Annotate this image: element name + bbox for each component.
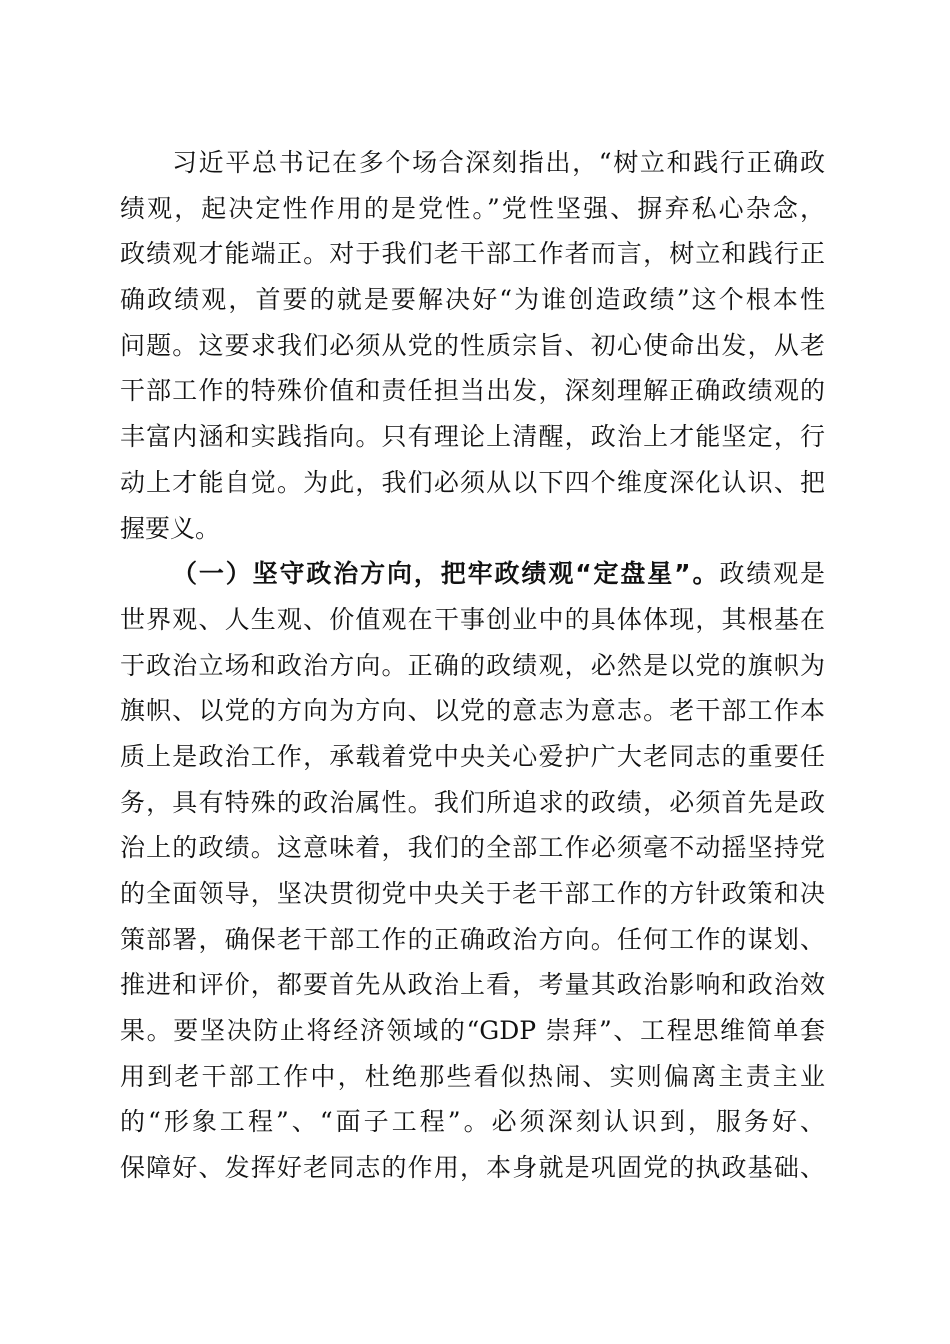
paragraph-2-line-8: 的全面领导，坚决贯彻党中央关于老干部工作的方针政策和决 (120, 879, 825, 908)
paragraph-2-line-7: 治上的政绩。这意味着，我们的全部工作必须毫不动摇坚持党 (120, 833, 825, 863)
paragraph-2-line-4: 旗帜、以党的方向为方向、以党的意志为意志。老干部工作本 (120, 696, 825, 726)
paragraph-2-line-6: 务，具有特殊的政治属性。我们所追求的政绩，必须首先是政 (120, 787, 825, 817)
paragraph-2-line-14: 保障好、发挥好老同志的作用，本身就是巩固党的执政基础、 (120, 1153, 825, 1183)
paragraph-2-line-11: 果。要坚决防止将经济领域的“GDP 崇拜”、工程思维简单套 (120, 1016, 825, 1046)
paragraph-2-line-5: 质上是政治工作，承载着党中央关心爱护广大老同志的重要任 (120, 741, 825, 771)
paragraph-1-line-8: 动上才能自觉。为此，我们必须从以下四个维度深化认识、把 (120, 467, 825, 497)
paragraph-1-line-9: 握要义。 (120, 513, 221, 543)
paragraph-2-line-12: 用到老干部工作中，杜绝那些看似热闹、实则偏离主责主业 (120, 1061, 825, 1091)
paragraph-2-line-13: 的“形象工程”、“面子工程”。必须深刻认识到，服务好、 (120, 1107, 825, 1137)
paragraph-1-line-6: 干部工作的特殊价值和责任担当出发，深刻理解正确政绩观的 (120, 376, 825, 406)
paragraph-1-line-7: 丰富内涵和实践指向。只有理论上清醒，政治上才能坚定，行 (120, 422, 825, 452)
section-1-heading-line (120, 551, 825, 597)
paragraph-2-line-9: 策部署，确保老干部工作的正确政治方向。任何工作的谋划、 (120, 924, 825, 954)
paragraph-1-line-3: 政绩观才能端正。对于我们老干部工作者而言，树立和践行正 (120, 239, 825, 269)
paragraph-2-line-2: 世界观、人生观、价值观在干事创业中的具体体现，其根基在 (120, 604, 825, 634)
paragraph-2-line-10: 推进和评价，都要首先从政治上看，考量其政治影响和政治效 (120, 970, 825, 1000)
paragraph-1-line-4: 确政绩观，首要的就是要解决好“为谁创造政绩”这个根本性 (120, 285, 825, 315)
paragraph-1-line-1: 习近平总书记在多个场合深刻指出，“树立和践行正确政 (172, 148, 825, 177)
paragraph-2-line-3: 于政治立场和政治方向。正确的政绩观，必然是以党的旗帜为 (120, 650, 825, 680)
paragraph-1-line-5: 问题。这要求我们必须从党的性质宗旨、初心使命出发，从老 (120, 330, 825, 360)
section-1-heading: （一）坚守政治方向，把牢政绩观“定盘星”。 (172, 559, 720, 589)
section-1-first-line-rest: 政绩观是 (719, 559, 825, 589)
body-text (120, 140, 825, 1191)
paragraph-1-line-2: 绩观，起决定性作用的是党性。”党性坚强、摒弃私心杂念， (120, 193, 825, 223)
